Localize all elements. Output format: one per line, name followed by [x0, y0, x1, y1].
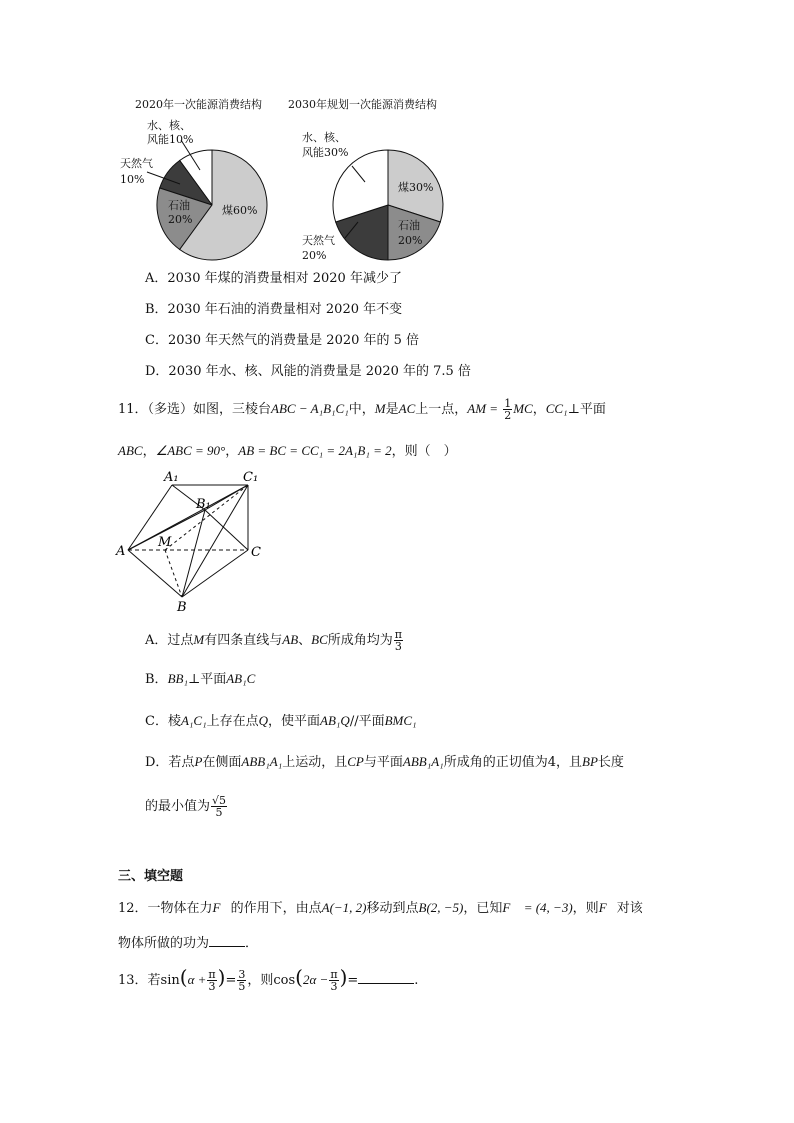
pie2-wind-label-1: 水、核、 — [302, 131, 346, 144]
fraction-pi-over-3: $\frac{\pi}{3}$ — [394, 628, 403, 653]
fraction-3-over-5: $\frac{3}{5}$ — [238, 968, 246, 993]
pie2-title: 2030年规划一次能源消费结构 — [288, 98, 437, 111]
q10-option-b: B．2030 年石油的消费量相对 2020 年不变 — [145, 302, 403, 317]
q12-line2: 物体所做的功为 ． — [118, 936, 259, 951]
q11-stem-line1: 11．（多选）如图，三棱台ABC − A₁B₁C₁中，M是AC上一点，AM = $\frac{1}{2}$ MC，CC₁⊥平面 — [118, 397, 606, 422]
q11-option-b: B．BB₁⊥平面AB₁C — [145, 671, 256, 687]
answer-blank-q12 — [209, 946, 245, 947]
fraction-sqrt5-over-5: $\frac{√5}{5}$ — [212, 794, 227, 819]
frustum-figure — [110, 465, 280, 615]
pie1-title: 2020年一次能源消费结构 — [135, 98, 262, 111]
q13-line: 13．若sin(α + $\frac{\pi}{3}$ )= $\frac{3}{5}$ ，则cos(2α − $\frac{\pi}{3}$ )= . — [118, 965, 419, 993]
q10-option-d: D．2030 年水、核、风能的消费量是 2020 年的 7.5 倍 — [145, 364, 471, 379]
pie1-gas-label-2: 10% — [120, 173, 145, 186]
vertex-a1-label: A₁ — [164, 470, 179, 485]
pie2-oil-label-1: 石油 — [398, 219, 420, 232]
q11-option-a: A．过点M有四条直线与AB、BC所成角均为 $\frac{\pi}{3}$ — [145, 628, 403, 653]
q11-option-d-line2: 的最小值为 $\frac{√5}{5}$ — [145, 794, 227, 819]
pie1-wind-label-2: 风能10% — [147, 133, 194, 146]
vertex-a-label: A — [116, 544, 126, 559]
edge-b1-c — [205, 510, 248, 550]
pie2-gas-label-1: 天然气 — [302, 234, 335, 247]
fraction-one-half: $\frac{1}{2}$ — [504, 397, 512, 422]
pie2-wind-label-2: 风能30% — [302, 146, 349, 159]
pie1-gas-label-1: 天然气 — [120, 157, 153, 170]
answer-blank-q13 — [358, 983, 414, 984]
pie1-oil-label-2: 20% — [168, 213, 193, 226]
vertex-b-label: B — [177, 600, 187, 615]
q11-stem-line2: ABC，∠ABC = 90°，AB = BC = CC₁ = 2A₁B₁ = 2，则（ ） — [118, 443, 457, 459]
edge-m-c1-hidden — [165, 485, 248, 550]
q11-option-c: C．棱A₁C₁上存在点Q，使平面AB₁Q//平面BMC₁ — [145, 713, 417, 729]
q10-option-a: A．2030 年煤的消费量相对 2020 年减少了 — [145, 271, 402, 286]
q11-option-d-line1: D．若点P在侧面ABB₁A₁上运动，且CP与平面ABB₁A₁所成角的正切值为4，且BP长度 — [145, 754, 624, 770]
pie1-oil-label-1: 石油 — [168, 199, 190, 212]
pie1-wind-label-1: 水、核、 — [147, 119, 191, 132]
pie2-coal-label: 煤30% — [398, 181, 434, 194]
pie2-gas-label-2: 20% — [302, 249, 327, 262]
vertex-m-label: M — [158, 535, 172, 550]
pie-charts — [0, 0, 794, 270]
q10-option-c: C．2030 年天然气的消费量是 2020 年的 5 倍 — [145, 333, 420, 348]
edge-b-c — [182, 550, 248, 597]
vertex-b1-label: B₁ — [196, 497, 211, 512]
vertex-c-label: C — [251, 545, 261, 560]
edge-b-b1 — [182, 510, 205, 597]
vertex-c1-label: C₁ — [243, 470, 259, 485]
pie-2030 — [333, 150, 443, 260]
pie1-coal-label: 煤60% — [222, 204, 258, 217]
pie2-oil-label-2: 20% — [398, 234, 423, 247]
section-heading: 三、填空题 — [118, 869, 184, 884]
q12-line1: 12．一物体在力F⃗的作用下，由点A(−1, 2)移动到点B(2, −5)，已知F⃗ = (4, −3)，则F⃗对该 — [118, 900, 643, 916]
